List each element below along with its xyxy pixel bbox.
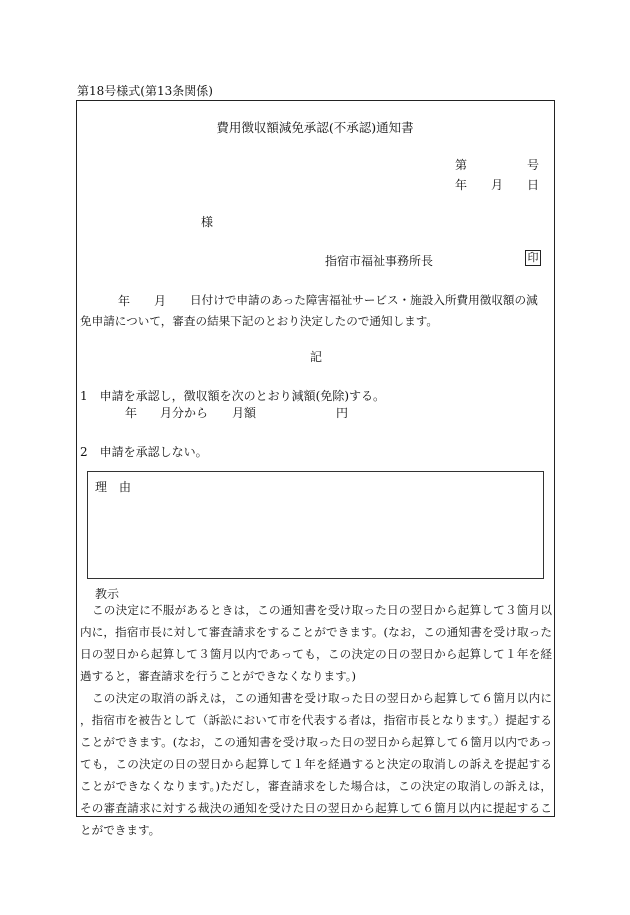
notice-paragraph-1: この決定に不服があるときは，この通知書を受け取った日の翌日から起算して３箇月以内に，指宿市長に対して審査請求をすることができます。(なお，この通知書を受け取った日の翌日から起算して３箇月以内であっても，この決定の日の翌日から起算して１年を経過すると，審査請求を行うことができなくなります。) [80,603,552,683]
reason-box[interactable] [87,471,544,579]
item1-text: 1 申請を承認し，徴収額を次のとおり減額(免除)する。 [80,389,386,403]
intro-year: 年 [118,294,131,308]
item1-month-from: 月分から [160,406,209,420]
notice-paragraph-2: この決定の取消の訴えは，この通知書を受け取った日の翌日から起算して６箇月以内に，指宿市を被告として（訴訟において市を代表する者は，指宿市長となります。）提起することができます。(なお，この通知書を受け取った日の翌日から起算して６箇月以内であっても，この決定の日の翌日から起算して１年を経過すると決定の取消しの訴えを提起することができなくなります。)ただし，審査請求をした場合は，この決定の取消しの訴えは，その審査請求に対する裁決の通知を受けた日の翌日から起算して６箇月以内に提起することができます。 [80,691,552,837]
item1-year: 年 [125,406,138,420]
doc-number-suffix: 号 [527,158,540,172]
form-number: 第18号様式(第13条関係) [77,84,213,98]
doc-number-prefix: 第 [455,158,468,172]
intro-month: 月 [154,294,167,308]
intro-line2: 免申請について，審査の結果下記のとおり決定したので通知します。 [80,314,439,328]
date-year: 年 [455,178,468,192]
item1-yen: 円 [336,406,349,420]
seal-mark: 印 [525,250,541,266]
date-month: 月 [491,178,504,192]
document-title: 費用徴収額減免承認(不承認)通知書 [216,120,414,135]
issuer-name: 指宿市福祉事務所長 [325,254,434,268]
reason-label: 理 由 [95,480,132,494]
item2-text: 2 申請を承認しない。 [80,445,208,459]
addressee-suffix: 様 [201,215,214,229]
notice-heading: 教示 [95,587,120,601]
date-day: 日 [527,178,540,192]
intro-line1: 日付けで申請のあった障害福祉サービス・施設入所費用徴収額の減 [190,293,538,307]
ki-heading: 記 [310,350,323,364]
item1-monthly: 月額 [232,406,257,420]
